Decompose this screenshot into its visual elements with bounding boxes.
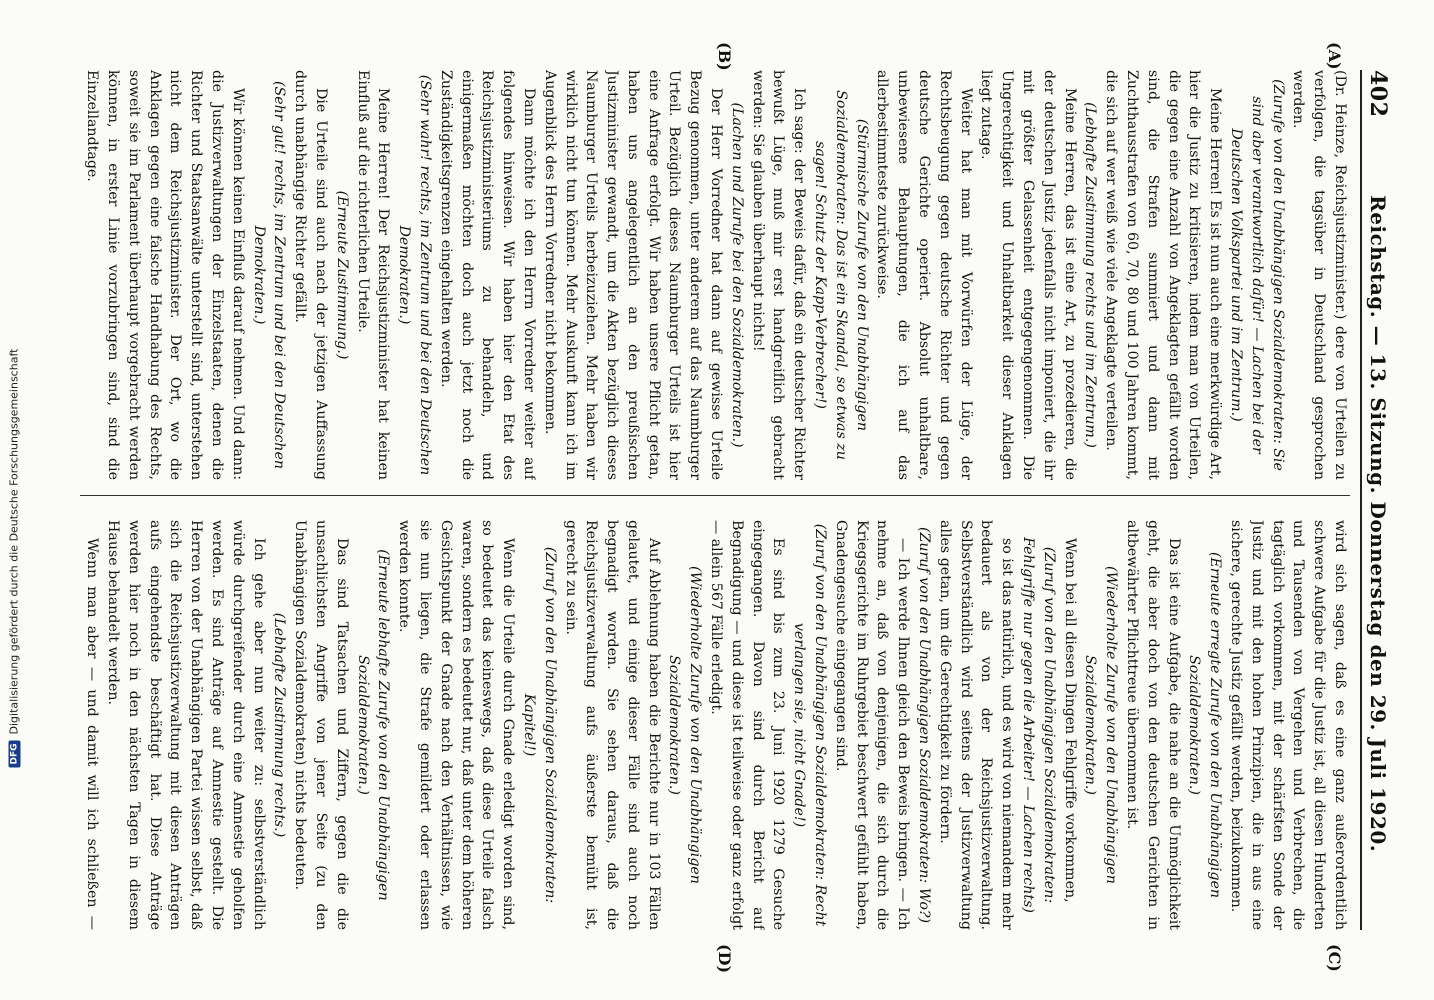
paragraph: Wenn man aber — und damit will ich schließen — — [84, 538, 101, 930]
credit-text: Digitalisierung gefördert durch die Deutsche Forschungsgemeinschaft — [7, 348, 21, 735]
stage-direction: (Zuruf von den Unabhängigen Sozialdemokraten: Recht verlangen sie, nicht Gnade!) — [791, 523, 829, 927]
paragraph: Das sind Tatsachen und Ziffern, gegen die die unsachlichsten Angriffe von jener Seite (zu den Unabhängigen Sozialdemokraten) nichts bedeuten. — [292, 520, 350, 930]
stage-direction: (Wiederholte Zurufe von den Unabhängigen Sozialdemokraten.) — [1082, 566, 1120, 884]
stage-direction: (Lebhafte Zustimmung rechts und im Zentrum.) — [1082, 102, 1099, 448]
margin-marker-a: (A) — [1325, 42, 1344, 70]
paragraph: Der Herr Vorredner hat dann auf gewisse Urteile Bezug genommen, unter anderem auf das Naumburger Urteil. Bezüglich dieses Naumburger Urteils ist hier eine Anfrage erfolgt. Wir haben unsere Pflicht getan, haben uns angelegentlich an den preußischen Justizminister gewandt, um die Akten bezüglich dieses Naumburger Urteils herbeizuziehen. Mehr haben wir wirklich nicht tun können. Mehr Auskunft kann ich im Augenblick des Herrn Vorredner nicht bekommen. — [541, 70, 725, 480]
margin-marker-d: (D) — [715, 944, 734, 974]
stage-direction: (Erneute Zustimmung.) — [333, 190, 350, 360]
paragraph: Dann möchte ich den Herrn Vorredner weiter auf folgendes hinweisen. Wir haben hier den Etat des Reichsjustizministeriums zu behandeln, und einigermaßen möchten doch auch jetzt noch die Zuständigkeitsgrenzen eingehalten werden. — [437, 70, 537, 480]
running-title: Reichstag. — 13. Sitzung. Donnerstag den 29. Juli 1920. — [1366, 195, 1390, 853]
stage-direction: (Lachen und Zurufe bei den Sozialdemokraten.) — [728, 102, 745, 448]
paragraph: Wir können keinen Einfluß darauf nehmen. Und dann: die Justizverwaltungen der Einzelstaaten, denen die Richter und Staatsanwälte unterstellt sind, unterstehen nicht dem Reichsjustizminister. Der Ort, wo die Anklagen gegen eine falsche Handhabung des Rechts, soweit sie im Parlament überhaupt vorgebracht werden können, in erster Linie vorzubringen sind, sind die Einzellandtage. — [84, 70, 246, 480]
stage-direction: (Erneute erregte Zurufe von den Unabhängigen Sozialdemokraten.) — [1186, 551, 1224, 898]
stage-direction: (Sehr wahr! rechts, im Zentrum und bei den Deutschen Demokraten.) — [396, 74, 433, 476]
left-column — [80, 70, 1350, 480]
paragraph: Weiter hat man mit Vorwürfen der Lüge, der Rechtsbeugung gegen deutsche Richter und gegen deutsche Gerichte operiert. Absolut unhaltbare, unbewiesene Behauptungen, die ich auf das allerbestimmteste zurückweise. — [874, 70, 974, 480]
stage-direction: (Zuruf von den Unabhängigen Sozialdemokraten: Fehlgriffe nur gegen die Arbeiter! — Lachen rechts) — [1020, 537, 1057, 913]
margin-marker-b: (B) — [715, 42, 734, 71]
stage-direction: (Zuruf von den Unabhängigen Sozialdemokraten: Kapitel!) — [520, 546, 558, 904]
column-divider — [80, 495, 1350, 496]
paragraph: Meine Herren! Der Reichsjustizminister hat keinen Einfluß auf die richterlichen Urteile. — [354, 70, 392, 480]
paragraph: Ich gehe aber nun weiter zu: selbstverständlich würde durchgreifender durch eine Amnestie geholfen werden. Es sind Anträge auf Amnestie gestellt. Die Herren von der Unabhängigen Partei wissen selbst, daß sich die Reichsjustizverwaltung mit diesen Anträgen aufs eingehendste beschäftigt hat. Diese Anträge werden hier noch in den nächsten Tagen in diesem Hause behandelt werden. — [104, 520, 267, 930]
stage-direction: (Sehr gut! rechts, im Zentrum und bei den Deutschen Demokraten.) — [250, 81, 288, 469]
paragraph: Es sind bis zum 23. Juni 1920 1279 Gesuche eingegangen. Davon sind durch Bericht auf Begnadigung — und diese ist teilweise oder ganz erfolgt — allein 567 Fälle erledigt. — [708, 520, 787, 930]
paragraph: Die Urteile sind auch nach der jetzigen Auffassung durch unabhängige Richter gefällt. — [292, 70, 329, 480]
page-number: 402 — [1365, 70, 1391, 118]
stage-direction: (Erneute lebhafte Zurufe von den Unabhängigen Sozialdemokraten.) — [354, 549, 392, 901]
paragraph: so ist das natürlich, und es wird von niemandem mehr bedauert als von der Reichsjustizverwaltung. Selbstverständlich wird seitens der Justizverwaltung alles getan, um die Gerechtigkeit zu fördern. — [936, 520, 1016, 930]
paragraph: Wenn die Urteile durch Gnade erledigt worden sind, so bedeutet das keineswegs, daß diese Urteile falsch waren, sondern es bedeutet nur, daß unter dem höheren Gesichtspunkt der Gnade nach den Verhältnissen, wie sie nun liegen, die Strafe gemildert oder erlassen werden konnte. — [396, 520, 517, 930]
right-column — [80, 520, 1350, 930]
paragraph: Das ist eine Aufgabe, die nahe an die Unmöglichkeit geht, die aber doch von den deutschen Gerichten in altbewährter Pflichttreue übernommen ist. — [1124, 520, 1182, 930]
stage-direction: (Stürmische Zurufe von den Unabhängigen Sozialdemokraten: Das ist ein Skandal, so etwas zu sagen! Schutz der Kapp-Verbrecher!) — [812, 90, 870, 460]
stage-direction: (Lebhafte Zustimmung rechts.) — [271, 612, 288, 838]
paragraph: Ich sage: der Beweis dafür, daß ein deutscher Richter bewußt Lüge, muß mir erst handgreiflich gebracht werden: Sie glauben überhaupt nichts! — [749, 70, 808, 480]
stage-direction: (Wiederholte Zurufe von den Unabhängigen Sozialdemokraten.) — [666, 566, 704, 884]
stage-direction: (Zurufe von den Unabhängigen Sozialdemokraten: Sie sind aber verantwortlich dafür! — Lachen bei der Deutschen Volkspartei und im Zentrum.) — [1228, 79, 1286, 471]
paragraph: (Dr. Heinze, Reichsjustizminister.) dere von Urteilen zu verfolgen, die tagsüber in Deutschland gesprochen werden. — [1290, 70, 1348, 480]
margin-marker-c: (C) — [1325, 944, 1344, 972]
paragraph: Wenn bei all diesen Dingen Fehlgriffe vorkommen, — [1061, 538, 1078, 903]
paragraph: Auf Ablehnung haben die Berichte nur in 103 Fällen gelautet, und einige dieser Fälle sind auch noch begnadigt worden. Sie sehen daraus, daß die Reichsjustizverwaltung aufs äußerste bemüht ist, gerecht zu sein. — [562, 520, 662, 930]
stage-direction: (Zuruf von den Unabhängigen Sozialdemokraten: Wo?) — [916, 526, 933, 924]
dfg-logo: DFG — [8, 740, 20, 767]
page-header — [1360, 70, 1394, 930]
paragraph: — Ich werde Ihnen gleich den Beweis bringen. — Ich nehme an, daß von denjenigen, die sich durch die Kriegsgerichte im Ruhrgebiet beschwert gefühlt haben, Gnadengesuche eingegangen sind. — [832, 520, 912, 930]
paragraph: wird sich sagen, daß es eine ganz außerordentlich schwere Aufgabe für die Justiz ist, all diesen Hunderten und Tausenden von Vergehen und Verbrechen, die tagtäglich vorkommen, mit der schärfsten Sonde der Justiz und mit den hohen Prinzipien, die in aus eine sichere, gerechte Justiz gefällt werden, beizukommen. — [1228, 520, 1348, 930]
paragraph: Meine Herren, das ist eine Art, zu prozedieren, die der deutschen Justiz jedenfalls nicht imponiert, die ihr mit größter Gelassenheit entgegengenommen. Die Ungerechtigkeit und Unhaltbarkeit dieser Anklagen liegt zutage. — [978, 70, 1078, 480]
paragraph: Meine Herren! Es ist nun auch eine merkwürdige Art, hier die Justiz zu kritisieren, indem man von Urteilen, die gegen eine Anzahl von Angeklagten gefällt worden sind, die Strafen summiert und dann mit Zuchthausstrafen von 60, 70, 80 und 100 Jahren kommt, die sich auf wer weiß wie viele Angeklagte verteilen. — [1103, 70, 1224, 480]
digitization-credit — [4, 4, 26, 994]
